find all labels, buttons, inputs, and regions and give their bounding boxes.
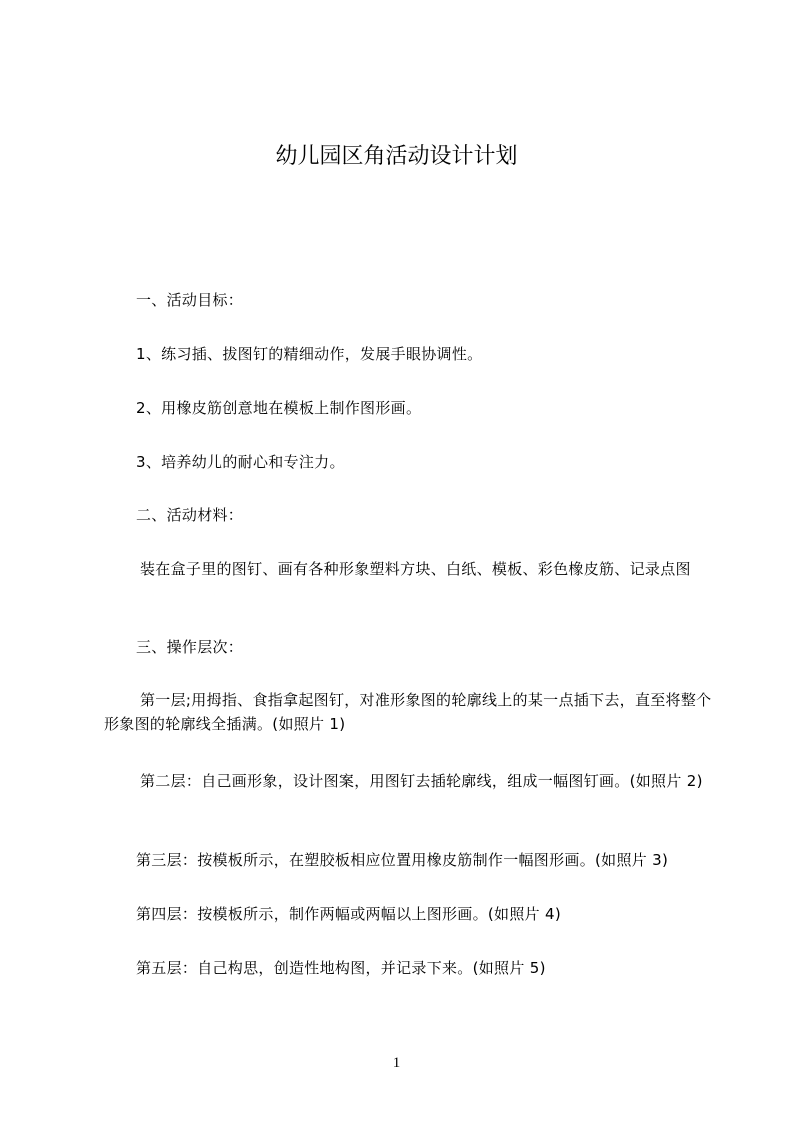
level-paragraph: 第一层;用拇指、食指拿起图钉，对准形象图的轮廓线上的某一点插下去，直至将整个形象图的轮廓线全插满。(如照片 1) (104, 691, 712, 733)
goal-item: 2、用橡皮筋创意地在模板上制作图形画。 (136, 399, 422, 417)
document-title: 幼儿园区角活动设计计划 (275, 144, 518, 169)
level-paragraph: 第三层：按模板所示，在塑胶板相应位置用橡皮筋制作一幅图形画。(如照片 3) (136, 851, 669, 869)
level-paragraph: 第二层：自己画形象，设计图案，用图钉去插轮廓线，组成一幅图钉画。(如照片 2) (140, 772, 703, 790)
level-paragraph: 第五层：自己构思，创造性地构图，并记录下来。(如照片 5) (136, 959, 546, 977)
section-heading-goals: 一、活动目标： (136, 291, 244, 309)
level-paragraph: 第四层：按模板所示，制作两幅或两幅以上图形画。(如照片 4) (136, 905, 562, 923)
goal-item: 1、练习插、拔图钉的精细动作，发展手眼协调性。 (136, 345, 483, 363)
goal-item: 3、培养幼儿的耐心和专注力。 (136, 453, 345, 471)
materials-paragraph: 装在盒子里的图钉、画有各种形象塑料方块、白纸、模板、彩色橡皮筋、记录点图 (140, 560, 691, 578)
section-heading-materials: 二、活动材料： (136, 506, 244, 524)
page-number: 1 (392, 1055, 401, 1071)
section-heading-levels: 三、操作层次： (136, 638, 244, 656)
